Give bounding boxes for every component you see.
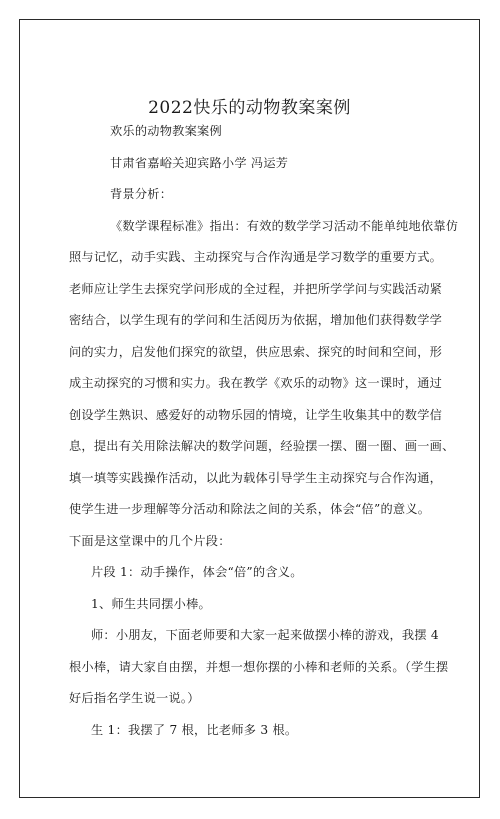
paragraph-line: 息，提出有关用除法解决的数学问题，经验摆一摆、圈一圈、画一画、 [69,439,455,453]
paragraph-line: 填一填等实践操作活动，以此为载体引导学生主动探究与合作沟通， [69,471,443,485]
author-line: 甘肃省嘉峪关迎宾路小学 冯运芳 [110,156,289,170]
paragraph-line: 创设学生熟识、感爱好的动物乐园的情境，让学生收集其中的数学信 [69,408,443,422]
paragraph-line: 下面是这堂课中的几个片段： [69,534,231,548]
paragraph-line: 生 1：我摆了 7 根，比老师多 3 根。 [91,723,298,737]
paragraph-line: 使学生进一步理解等分活动和除法之间的关系，体会“倍”的意义。 [69,502,431,516]
paragraph-line: 1、师生共同摆小棒。 [91,597,211,611]
paragraph-line: 师：小朋友，下面老师要和大家一起来做摆小棒的游戏，我摆 4 [91,628,439,642]
paragraph-line: 问的实力，启发他们探究的欲望，供应思索、探究的时间和空间，形 [69,345,443,359]
paragraph-line: 好后指名学生说一说。） [69,691,200,705]
paragraph-line: 片段 1：动手操作，体会“倍”的含义。 [91,565,303,579]
paragraph-line: 《数学课程标准》指出：有效的数学学习活动不能单纯地依靠仿 [110,219,459,233]
paragraph-line: 根小棒，请大家自由摆，并想一想你摆的小棒和老师的关系。（学生摆 [69,660,449,674]
paragraph-line: 老师应让学生去探究学问形成的全过程，并把所学学问与实践活动紧 [69,282,443,296]
document-title: 2022快乐的动物教案案例 [148,98,351,118]
paragraph-line: 照与记忆，动手实践、主动探究与合作沟通是学习数学的重要方式。 [69,250,443,264]
section-heading: 背景分析： [110,187,173,201]
document-subtitle: 欢乐的动物教案案例 [110,124,222,138]
paragraph-line: 密结合，以学生现有的学问和生活阅历为依据，增加他们获得数学学 [69,313,443,327]
paragraph-line: 成主动探究的习惯和实力。我在教学《欢乐的动物》这一课时，通过 [69,376,443,390]
document-page [19,19,480,798]
